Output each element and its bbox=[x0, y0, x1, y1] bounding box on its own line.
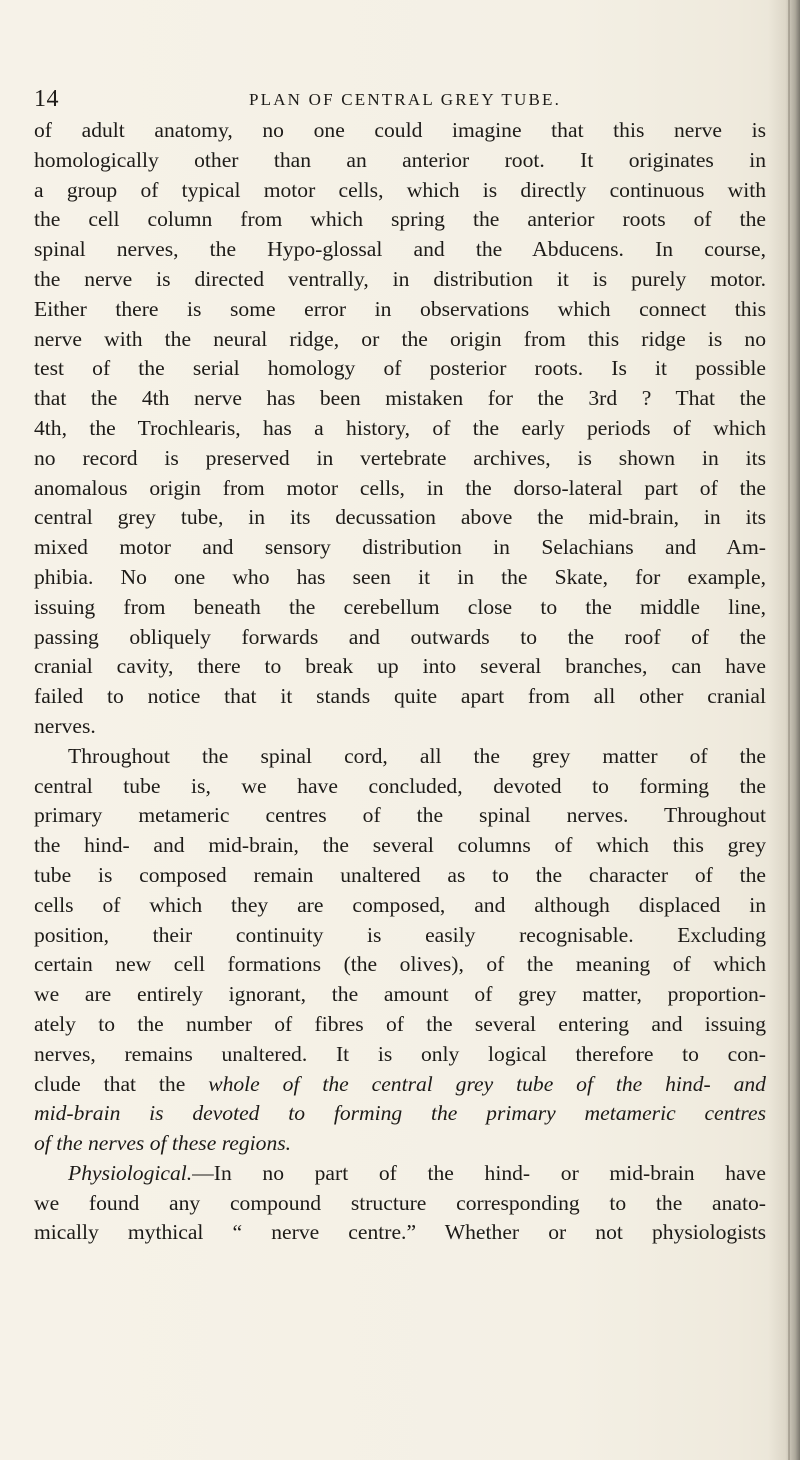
text-line: Throughout the spinal cord, all the grey matter of the bbox=[68, 743, 766, 768]
text-line: central tube is, we have concluded, devoted to forming the bbox=[34, 773, 766, 798]
text-line: mixed motor and sensory distribution in Selachians and Am- bbox=[34, 535, 766, 560]
page-edge-shadow bbox=[768, 0, 800, 1460]
text-line: primary metameric centres of the spinal nerves. Throughout bbox=[34, 803, 766, 828]
paragraph-2 bbox=[34, 742, 766, 1159]
running-title: PLAN OF CENTRAL GREY TUBE. bbox=[248, 90, 562, 109]
conclusion-italic: of the nerves of these regions. bbox=[34, 1131, 292, 1156]
page-number: 14 bbox=[34, 86, 59, 112]
text-line: of adult anatomy, no one could imagine that this nerve is bbox=[34, 118, 766, 142]
text-line: position, their continuity is easily recognisable. Excluding bbox=[34, 922, 766, 947]
conclusion-line bbox=[34, 1099, 766, 1129]
text-line: we found any compound structure corresponding to the anato- bbox=[34, 1190, 766, 1215]
text-line: test of the serial homology of posterior roots. Is it possible bbox=[34, 356, 766, 381]
heading-rest: —In no part of the hind- or mid-brain have bbox=[192, 1160, 766, 1185]
text-line: spinal nerves, the Hypo-glossal and the Abducens. In course, bbox=[34, 237, 766, 262]
text-line bbox=[34, 1159, 766, 1189]
text-line: ately to the number of fibres of the several entering and issuing bbox=[34, 1011, 766, 1036]
text-line: nerves. bbox=[34, 713, 96, 738]
paragraph-3 bbox=[34, 1159, 766, 1248]
running-head bbox=[34, 86, 776, 116]
text-line: tube is composed remain unaltered as to the character of the bbox=[34, 862, 766, 887]
conclusion-lead: clude that the bbox=[34, 1071, 186, 1096]
text-line: failed to notice that it stands quite apart from all other cranial bbox=[34, 684, 766, 709]
text-line: 4th, the Trochlearis, has a history, of the early periods of which bbox=[34, 415, 766, 440]
page-edge-line bbox=[788, 0, 790, 1460]
text-line: no record is preserved in vertebrate archives, is shown in its bbox=[34, 445, 766, 470]
section-heading: Physiological. bbox=[68, 1160, 193, 1185]
text-line: that the 4th nerve has been mistaken for the 3rd ? That the bbox=[34, 386, 766, 411]
text-line: the cell column from which spring the anterior roots of the bbox=[34, 207, 766, 232]
body-text bbox=[34, 116, 766, 1248]
text-line: passing obliquely forwards and outwards to the roof of the bbox=[34, 624, 766, 649]
conclusion-line bbox=[34, 1129, 766, 1159]
text-line: cells of which they are composed, and although displaced in bbox=[34, 892, 766, 917]
text-line: nerves, remains unaltered. It is only logical therefore to con- bbox=[34, 1041, 766, 1066]
text-line: issuing from beneath the cerebellum close to the middle line, bbox=[34, 594, 766, 619]
conclusion-line bbox=[34, 1070, 766, 1100]
text-line: certain new cell formations (the olives), of the meaning of which bbox=[34, 952, 766, 977]
paragraph-1 bbox=[34, 116, 766, 742]
text-line: a group of typical motor cells, which is directly continuous with bbox=[34, 177, 766, 202]
text-line: mically mythical “ nerve centre.” Whether or not physiologists bbox=[34, 1220, 766, 1245]
text-line: nerve with the neural ridge, or the origin from this ridge is no bbox=[34, 326, 766, 351]
text-line: cranial cavity, there to break up into several branches, can have bbox=[34, 654, 766, 679]
text-line: homologically other than an anterior root. It originates in bbox=[34, 147, 766, 172]
conclusion-italic: mid-brain is devoted to forming the primary metameric centres bbox=[34, 1101, 766, 1126]
text-line: the hind- and mid-brain, the several columns of which this grey bbox=[34, 833, 766, 858]
text-line: anomalous origin from motor cells, in the dorso-lateral part of the bbox=[34, 475, 766, 500]
text-line: we are entirely ignorant, the amount of grey matter, proportion- bbox=[34, 982, 766, 1007]
text-line: phibia. No one who has seen it in the Skate, for example, bbox=[34, 564, 766, 589]
text-line: central grey tube, in its decussation above the mid-brain, in its bbox=[34, 505, 766, 530]
conclusion-italic: whole of the central grey tube of the hind- and bbox=[208, 1071, 766, 1096]
text-line: the nerve is directed ventrally, in distribution it is purely motor. bbox=[34, 266, 766, 291]
text-line: Either there is some error in observations which connect this bbox=[34, 296, 766, 321]
